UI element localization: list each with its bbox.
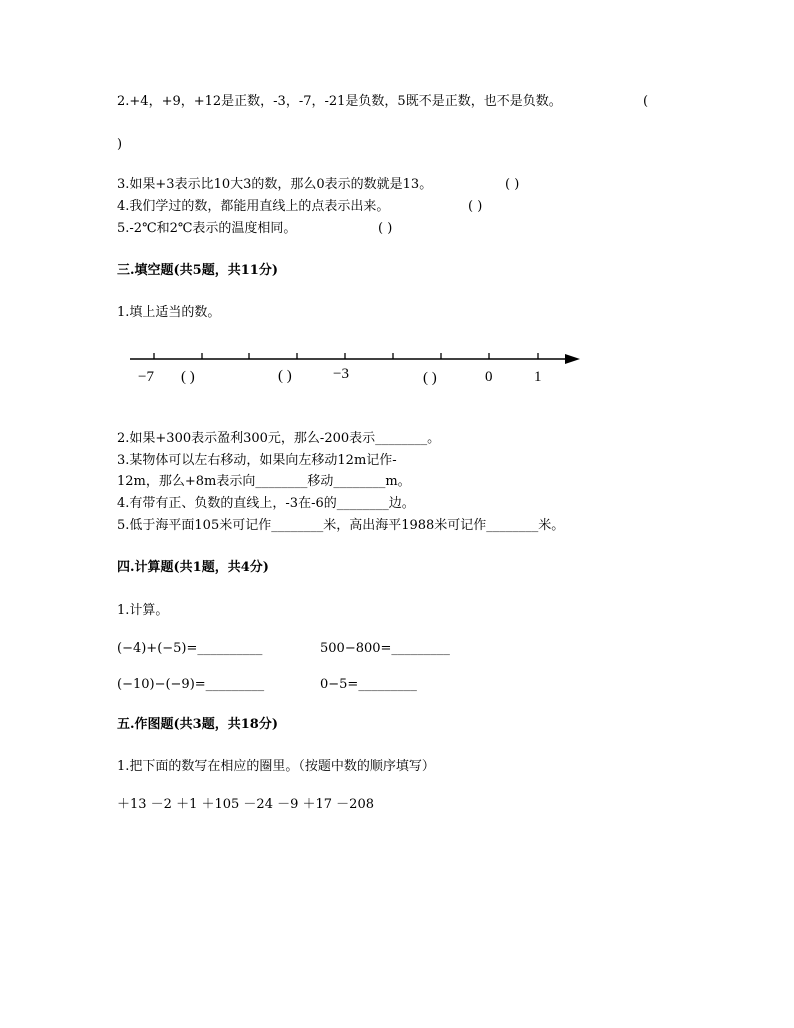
judge-q3-text: 3.如果+3表示比10大3的数，那么0表示的数就是13。 [117, 177, 433, 192]
section3-title: 三.填空题(共5题，共11分) [117, 263, 278, 278]
fill-q5-text: 5.低于海平面105米可记作________米，高出海平1988米可记作________米。 [117, 518, 565, 533]
fill-q3-text-a: 3.某物体可以左右移动，如果向左移动12m记作- [117, 453, 397, 468]
judge-q4-paren: ( ) [468, 199, 483, 214]
number-line-ticks [154, 353, 538, 359]
fill-q4-text: 4.有带有正、负数的直线上，-3在-6的________边。 [117, 496, 415, 511]
label-blank-2: ( ) [278, 368, 292, 384]
calc-item-3: (−10)−(−9)=_________ [117, 677, 265, 692]
judge-q3-paren: ( ) [505, 177, 520, 192]
judge-q5-text: 5.-2℃和2℃表示的温度相同。 [117, 221, 297, 236]
section4-title: 四.计算题(共1题，共4分) [117, 560, 269, 575]
judge-q2-text: 2.+4，+9，+12是正数，-3，-7，-21是负数，5既不是正数，也不是负数。 [117, 94, 562, 109]
judge-q4-text: 4.我们学过的数，都能用直线上的点表示出来。 [117, 199, 390, 214]
judge-q2-paren-open: ( [643, 94, 649, 109]
number-line [125, 343, 595, 393]
label-minus7: −7 [138, 369, 154, 385]
draw-q1-numbers: ＋13 －2 ＋1 ＋105 －24 －9 ＋17 －208 [117, 797, 374, 812]
section5-title: 五.作图题(共3题，共18分) [117, 717, 278, 732]
calc-item-4: 0−5=_________ [320, 677, 417, 692]
judge-q2-paren-close: ) [117, 137, 123, 152]
calc-item-1: (−4)+(−5)=__________ [117, 641, 263, 656]
label-blank-1: ( ) [181, 369, 195, 385]
calc-q1-text: 1.计算。 [117, 603, 169, 618]
calc-item-2: 500−800=_________ [320, 641, 450, 656]
label-zero: 0 [485, 369, 493, 385]
label-blank-3: ( ) [423, 370, 437, 386]
fill-q1-text: 1.填上适当的数。 [117, 305, 221, 320]
fill-q2-text: 2.如果+300表示盈利300元，那么-200表示________。 [117, 431, 441, 446]
draw-q1-text: 1.把下面的数写在相应的圈里。（按题中数的顺序填写） [117, 759, 435, 774]
judge-q5-paren: ( ) [378, 221, 393, 236]
fill-q3-text-b: 12m，那么+8m表示向________移动________m。 [117, 474, 411, 489]
label-one: 1 [534, 369, 542, 385]
label-minus3: −3 [333, 366, 349, 382]
number-line-arrow [565, 354, 580, 364]
